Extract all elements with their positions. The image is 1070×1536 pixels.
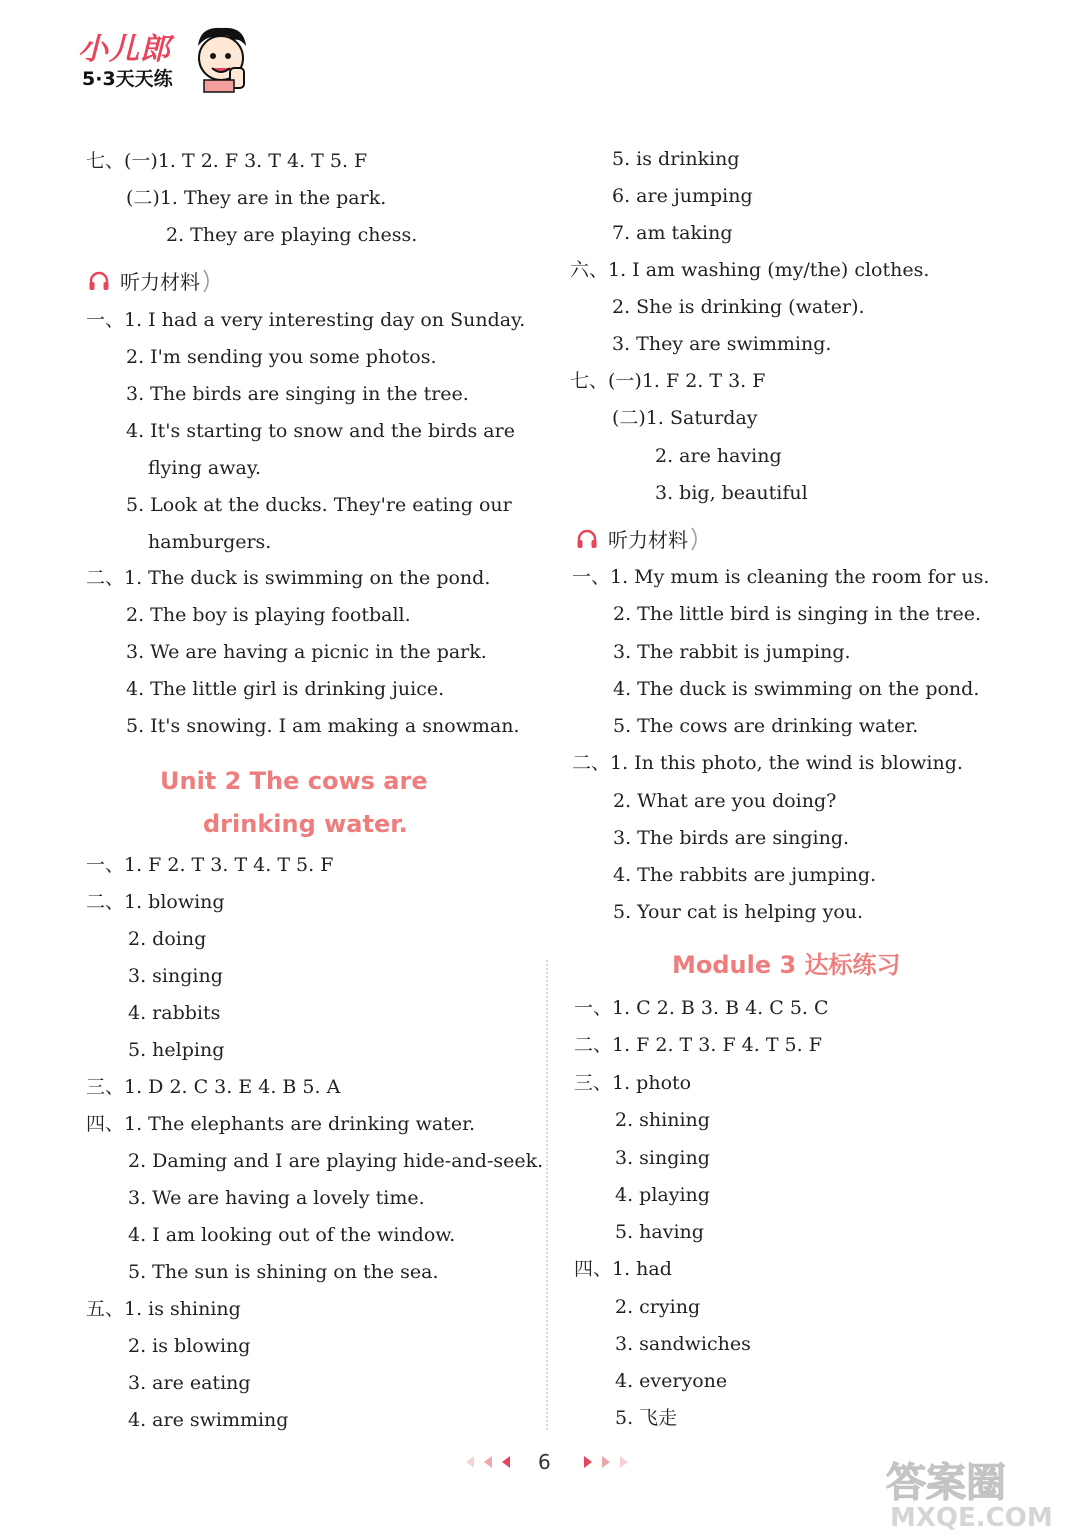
list-item: 2. crying <box>615 1296 701 1318</box>
list-item: 3. singing <box>128 965 223 987</box>
list-item: 五、1. is shining <box>86 1298 241 1320</box>
list-item: 一、1. F 2. T 3. T 4. T 5. F <box>86 854 334 876</box>
headphones-icon <box>576 528 598 550</box>
list-item: 三、1. photo <box>574 1072 692 1094</box>
list-item: 2. shining <box>615 1109 710 1131</box>
module-heading: Module 3 达标练习 <box>672 951 901 979</box>
list-item: hamburgers. <box>148 531 272 553</box>
list-item: 5. Your cat is helping you. <box>613 901 864 923</box>
list-item: 5. Look at the ducks. They're eating our <box>126 494 512 516</box>
list-item: 6. are jumping <box>612 185 753 207</box>
list-item: 3. singing <box>615 1147 710 1169</box>
page-number: 6 <box>538 1450 551 1474</box>
list-item: 3. big, beautiful <box>655 482 808 504</box>
list-item: 4. The little girl is drinking juice. <box>126 678 445 700</box>
list-item: 4. The duck is swimming on the pond. <box>613 678 980 700</box>
unit-heading-line1: Unit 2 The cows are <box>160 767 428 795</box>
watermark-logo <box>876 1452 1056 1532</box>
list-item: 四、1. had <box>574 1258 672 1280</box>
listening-material-label <box>576 524 702 553</box>
column-divider <box>546 960 548 1430</box>
list-item: 5. It's snowing. I am making a snowman. <box>126 715 520 737</box>
list-item: 2. She is drinking (water). <box>612 296 865 318</box>
list-item: 7. am taking <box>612 222 733 244</box>
svg-text:答案圈: 答案圈 <box>886 1460 1006 1506</box>
list-item: 5. The sun is shining on the sea. <box>128 1261 439 1283</box>
list-item: flying away. <box>148 457 262 479</box>
listening-label-text: 听力材料 <box>608 528 688 552</box>
list-item: 四、1. The elephants are drinking water. <box>86 1113 476 1135</box>
list-item: 2. I'm sending you some photos. <box>126 346 437 368</box>
list-item: 4. rabbits <box>128 1002 221 1024</box>
list-item: 一、1. My mum is cleaning the room for us. <box>572 566 990 588</box>
list-item: 二、1. F 2. T 3. F 4. T 5. F <box>574 1034 822 1056</box>
list-item: 一、1. I had a very interesting day on Sunday. <box>86 309 526 331</box>
bracket-decoration <box>690 526 702 552</box>
list-item: 2. They are playing chess. <box>166 224 418 246</box>
list-item: 2. What are you doing? <box>613 790 837 812</box>
list-item: 六、1. I am washing (my/the) clothes. <box>570 259 930 281</box>
list-item: 3. sandwiches <box>615 1333 751 1355</box>
svg-text:MXQE.COM: MXQE.COM <box>890 1503 1053 1532</box>
listening-material-label <box>88 266 214 295</box>
list-item: 二、1. The duck is swimming on the pond. <box>86 567 491 589</box>
logo-subtitle: 5·3天天练 <box>82 68 173 90</box>
unit-heading-line2: drinking water. <box>203 810 408 838</box>
list-item: (二)1. They are in the park. <box>126 187 387 209</box>
publisher-logo <box>78 24 258 96</box>
list-item: 七、(一)1. T 2. F 3. T 4. T 5. F <box>86 150 368 172</box>
list-item: 2. is blowing <box>128 1335 251 1357</box>
list-item: 3. We are having a lovely time. <box>128 1187 425 1209</box>
list-item: 2. doing <box>128 928 207 950</box>
list-item: 5. 飞走 <box>615 1407 678 1429</box>
mascot-icon <box>190 24 252 94</box>
list-item: 3. are eating <box>128 1372 251 1394</box>
list-item: 4. playing <box>615 1184 710 1206</box>
list-item: 2. are having <box>655 445 782 467</box>
list-item: 七、(一)1. F 2. T 3. F <box>570 370 766 392</box>
list-item: 3. The rabbit is jumping. <box>613 641 851 663</box>
bracket-decoration <box>202 268 214 294</box>
list-item: 3. The birds are singing in the tree. <box>126 383 469 405</box>
list-item: 3. They are swimming. <box>612 333 832 355</box>
list-item: 5. is drinking <box>612 148 740 170</box>
list-item: 4. The rabbits are jumping. <box>613 864 877 886</box>
list-item: 4. are swimming <box>128 1409 289 1431</box>
list-item: 3. The birds are singing. <box>613 827 850 849</box>
list-item: 二、1. blowing <box>86 891 225 913</box>
list-item: 二、1. In this photo, the wind is blowing. <box>572 752 963 774</box>
logo-title: 小儿郎 <box>78 32 171 67</box>
list-item: 5. helping <box>128 1039 225 1061</box>
headphones-icon <box>88 270 110 292</box>
list-item: 5. The cows are drinking water. <box>613 715 919 737</box>
list-item: 2. Daming and I are playing hide-and-seek. <box>128 1150 544 1172</box>
list-item: 4. I am looking out of the window. <box>128 1224 456 1246</box>
list-item: (二)1. Saturday <box>612 407 758 429</box>
arrow-right-icon <box>580 1454 632 1470</box>
list-item: 三、1. D 2. C 3. E 4. B 5. A <box>86 1076 341 1098</box>
arrow-left-icon <box>462 1454 514 1470</box>
listening-label-text: 听力材料 <box>120 270 200 294</box>
list-item: 一、1. C 2. B 3. B 4. C 5. C <box>574 997 829 1019</box>
list-item: 2. The little bird is singing in the tree. <box>613 603 982 625</box>
list-item: 4. everyone <box>615 1370 728 1392</box>
list-item: 5. having <box>615 1221 704 1243</box>
list-item: 4. It's starting to snow and the birds are <box>126 420 515 442</box>
list-item: 3. We are having a picnic in the park. <box>126 641 487 663</box>
list-item: 2. The boy is playing football. <box>126 604 411 626</box>
